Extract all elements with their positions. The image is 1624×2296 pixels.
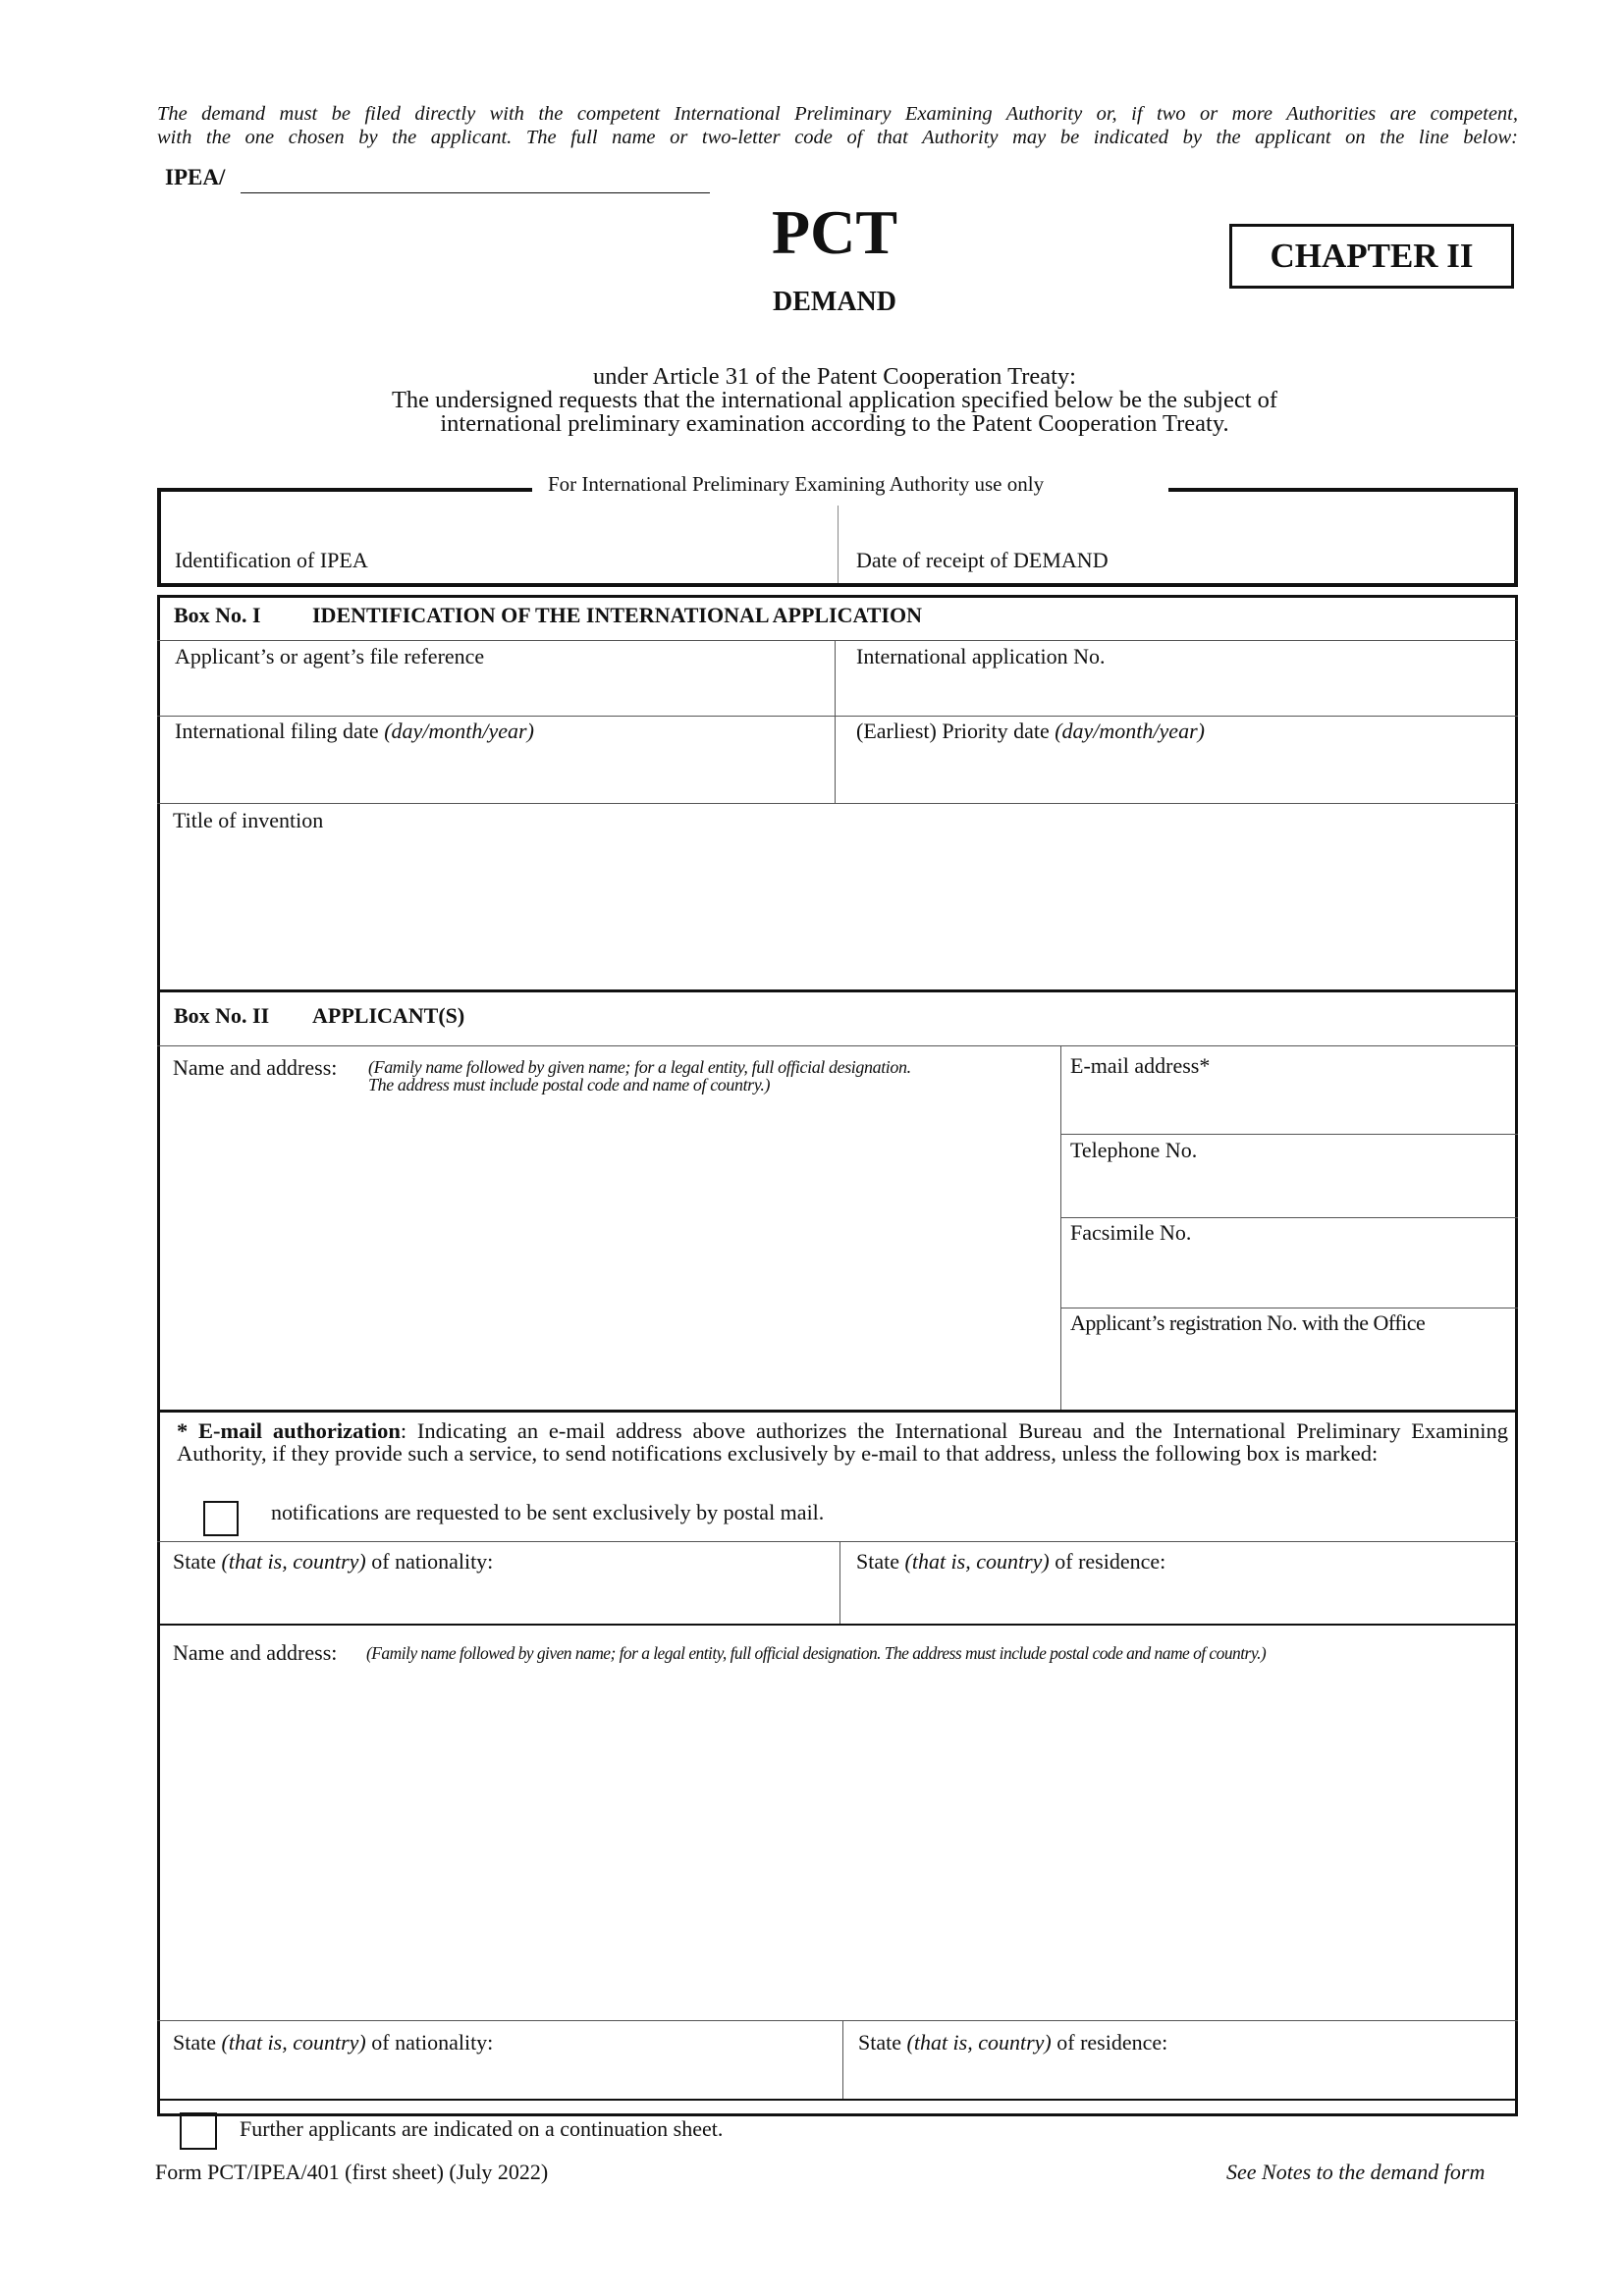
- email-field[interactable]: E-mail address*: [1070, 1053, 1211, 1078]
- name-address-field-2[interactable]: Name and address:: [173, 1640, 338, 1665]
- further-applicants-checkbox[interactable]: [180, 2112, 217, 2150]
- form-main-box: [157, 595, 1518, 2116]
- residence-field-2[interactable]: State (that is, country) of residence:: [858, 2030, 1168, 2055]
- date-of-receipt-field: Date of receipt of DEMAND: [856, 548, 1109, 572]
- notes-reference: See Notes to the demand form: [1226, 2160, 1486, 2184]
- form-subtitle: DEMAND: [773, 287, 896, 317]
- identification-of-ipea-field: Identification of IPEA: [175, 548, 368, 572]
- demand-statement: under Article 31 of the Patent Cooperation Treaty: The undersigned requests that the international application specified below be the subject of international preliminary examination according to the Patent Cooperation Treaty.: [391, 363, 1278, 437]
- authority-box-top-border: [1168, 488, 1518, 492]
- ipea-label: IPEA/: [165, 165, 226, 189]
- authority-box-caption: For International Preliminary Examining Authority use only: [548, 472, 1045, 496]
- name-address-hint-2: (Family name followed by given name; for a legal entity, full official designation. The address must include postal code and name of country.): [366, 1643, 1267, 1663]
- box2-heading: APPLICANT(S): [312, 1003, 465, 1028]
- registration-number-field[interactable]: Applicant’s registration No. with the Office: [1070, 1310, 1426, 1335]
- form-identifier: Form PCT/IPEA/401 (first sheet) (July 2022): [155, 2160, 549, 2184]
- box2-number: Box No. II: [174, 1003, 270, 1028]
- postal-mail-checkbox[interactable]: [203, 1501, 239, 1536]
- nationality-field[interactable]: State (that is, country) of nationality:: [173, 1549, 494, 1574]
- further-applicants-label: Further applicants are indicated on a continuation sheet.: [240, 2116, 724, 2141]
- chapter-badge: CHAPTER II: [1229, 224, 1514, 289]
- name-address-hint: (Family name followed by given name; for a legal entity, full official designation. The address must include postal code and name of country.): [368, 1057, 911, 1095]
- title-of-invention-field[interactable]: Title of invention: [173, 808, 324, 832]
- nationality-field-2[interactable]: State (that is, country) of nationality:: [173, 2030, 494, 2055]
- name-address-field[interactable]: Name and address:: [173, 1055, 338, 1080]
- email-authorization-text: * E-mail authorization: Indicating an e-mail address above authorizes the International Bureau and the International Preliminary Examining Authority, if they provide such a service, to send notifications exclusively by e-mail to that address, unless the following box is marked:: [177, 1418, 1509, 1466]
- file-reference-field[interactable]: Applicant’s or agent’s file reference: [175, 644, 485, 668]
- telephone-field[interactable]: Telephone No.: [1070, 1138, 1198, 1162]
- ipea-input-line[interactable]: [241, 192, 710, 193]
- residence-field[interactable]: State (that is, country) of residence:: [856, 1549, 1166, 1574]
- box1-number: Box No. I: [174, 603, 261, 627]
- priority-date-field[interactable]: (Earliest) Priority date (day/month/year): [856, 719, 1205, 743]
- authority-box-divider: [838, 506, 839, 583]
- application-number-field[interactable]: International application No.: [856, 644, 1106, 668]
- postal-mail-checkbox-label: notifications are requested to be sent exclusively by postal mail.: [271, 1500, 825, 1524]
- authority-box-top-border: [157, 488, 532, 492]
- facsimile-field[interactable]: Facsimile No.: [1070, 1220, 1192, 1245]
- filing-date-field[interactable]: International filing date (day/month/year): [175, 719, 534, 743]
- form-title: PCT: [772, 197, 897, 267]
- filing-instructions: The demand must be filed directly with the competent International Preliminary Examining Authority or, if two or more Authorities are competent, with the one chosen by the applicant. The full name or two-letter code of that Authority may be indicated by the applicant on the line below:: [157, 103, 1518, 148]
- box1-heading: IDENTIFICATION OF THE INTERNATIONAL APPLICATION: [312, 603, 922, 627]
